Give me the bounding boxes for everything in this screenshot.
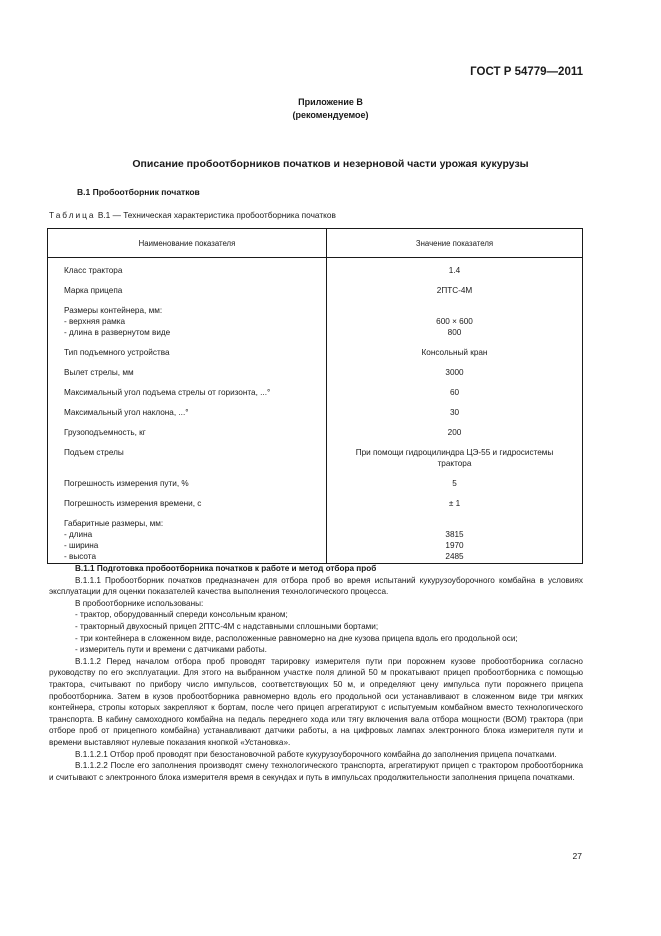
cell-line: - длина [64,530,93,539]
cell-parameter-name [48,509,327,564]
cell-line: Вылет стрелы, мм [64,368,134,377]
cell-parameter-name [48,296,327,338]
paragraph: В.1.1.1 Пробоотборник початков предназначен для отбора проб во время испытаний кукурузоуборочного комбайна в условиях эксплуатации для оценки показателей качества выполнения технологического процесса. [49,575,583,597]
cell-line: - верхняя рамка [64,317,126,326]
cell-parameter-name [48,438,327,469]
cell-parameter-name [48,418,327,438]
cell-line: 1970 [445,541,464,550]
paragraph: В.1.1.2.2 После его заполнения производят смену технологического транспорта, агрегатируют прицеп с трактором пробоотборника и считывают с электронного блока измерителя время в секундах и путь в импульсах продолжительности заполнения прицепа початками. [49,761,583,782]
cell-line: 2485 [445,552,464,561]
table-header-value: Значение показателя [327,229,583,258]
cell-line: Марка прицепа [64,286,123,295]
cell-line: Размеры контейнера, мм: [64,306,163,315]
subsection-heading: В.1.1 Подготовка пробоотборника початков к работе и метод отбора проб [75,564,377,573]
cell-parameter-name [48,489,327,509]
table-row [48,398,583,418]
table-header-name: Наименование показателя [48,229,327,258]
cell-line: Консольный кран [421,348,488,357]
cell-parameter-value [327,358,583,378]
table-row [48,276,583,296]
table-body [48,258,583,564]
cell-parameter-name [48,398,327,418]
cell-parameter-value [327,509,583,564]
cell-parameter-value [327,338,583,358]
list-item: - трактор, оборудованный спереди консольным краном; [75,610,288,620]
cell-line: 3000 [445,368,464,377]
table-row [48,469,583,489]
cell-parameter-name [48,258,327,277]
cell-line: 200 [447,428,462,437]
cell-line: 5 [452,479,457,488]
document-title: Описание пробоотборников початков и незерновой части урожая кукурузы [132,158,529,170]
cell-line: Грузоподъемность, кг [64,428,146,437]
table-row [48,489,583,509]
cell-line: - высота [64,552,97,561]
cell-line: ± 1 [448,499,461,508]
cell-line: 1.4 [448,266,461,275]
cell-line: - ширина [64,541,99,550]
cell-line: 2ПТС-4М [436,286,473,295]
cell-line: трактора [437,459,472,468]
cell-line: Тип подъемного устройства [64,348,170,357]
table-caption [49,210,336,220]
cell-parameter-value [327,469,583,489]
cell-line: 60 [449,388,460,397]
cell-line: Погрешность измерения времени, с [64,499,202,508]
table-row [48,438,583,469]
cell-line: Класс трактора [64,266,123,275]
table-row [48,358,583,378]
cell-parameter-name [48,378,327,398]
paragraph: В пробоотборнике использованы: [75,598,204,608]
cell-line: - длина в развернутом виде [64,328,171,337]
cell-line: 600 × 600 [436,317,473,326]
table-row [48,378,583,398]
list-item: - тракторный двухосный прицеп 2ПТС-4М с надставными сплошными бортами; [75,621,379,631]
table-row [48,418,583,438]
cell-parameter-value [327,438,583,469]
cell-line: 3815 [445,530,464,539]
cell-line: Максимальный угол наклона, ...° [64,408,189,417]
cell-line [331,518,578,529]
cell-parameter-value [327,258,583,277]
appendix-label: Приложение В [298,97,363,107]
cell-parameter-value [327,378,583,398]
cell-line: Максимальный угол подъема стрелы от горизонта, ...° [64,388,271,397]
cell-line: Подъем стрелы [64,448,124,457]
list-item: - измеритель пути и времени с датчиками работы. [75,645,267,655]
cell-parameter-value [327,398,583,418]
cell-parameter-value [327,489,583,509]
cell-line [331,305,578,316]
cell-parameter-name [48,338,327,358]
spec-table [47,228,583,564]
cell-parameter-value [327,418,583,438]
cell-parameter-value [327,276,583,296]
appendix-status: (рекомендуемое) [292,110,369,120]
list-item: - три контейнера в сложенном виде, расположенные равномерно на дне кузова прицепа вдоль его продольной оси; [75,633,518,643]
cell-parameter-name [48,276,327,296]
paragraph: В.1.1.2.1 Отбор проб проводят при безостановочной работе кукурузоуборочного комбайна до заполнения прицепа початками. [75,749,557,759]
table-row [48,258,583,277]
cell-line: Погрешность измерения пути, % [64,479,189,488]
paragraph: В.1.1.2 Перед началом отбора проб проводят тарировку измерителя пути при порожнем кузове пробоотборника согласно руководству по его эксплуатации. Для этого на выбранном участке поля длиной 50 м прокатывают прицеп пробоотборника с помощью трактора, считывают по прибору число импульсов, соответствующих 50 м, и определяют цену импульса пути порожнего прицепа пробоотборника. Затем в кузов пробоотборника равномерно вдоль его продольной оси устанавливают в сложенном виде три мягких контейнера, стропы которых закрепляют к бортам, после чего прицеп агрегатируют с испытуемым комбайном вместо технологического транспорта. В кабину самоходного комбайна на педаль переднего хода или тягу включения вала отбора мощности (ВОМ) трактора (при отборе проб от прицепного комбайна) устанавливают датчики работы, а на цифровых лампах электронного блока измерителя пути и времени выставляют нулевые показания кнопкой «Установка». [49,656,583,747]
body-text [49,563,583,783]
standard-code: ГОСТ Р 54779—2011 [470,66,583,78]
cell-line: 30 [449,408,460,417]
table-caption-text: В.1 — Техническая характеристика пробоотборника початков [95,210,336,220]
section-heading: В.1 Пробоотборник початков [77,187,200,197]
table-row [48,509,583,564]
cell-parameter-value [327,296,583,338]
cell-parameter-name [48,358,327,378]
cell-line: При помощи гидроцилиндра ЦЭ-55 и гидросистемы [355,448,554,457]
page-number: 27 [572,851,582,861]
table-row [48,296,583,338]
cell-parameter-name [48,469,327,489]
cell-line: Габаритные размеры, мм: [64,519,164,528]
table-caption-word: Таблица [49,210,96,220]
table-row [48,338,583,358]
cell-line: 800 [447,328,462,337]
